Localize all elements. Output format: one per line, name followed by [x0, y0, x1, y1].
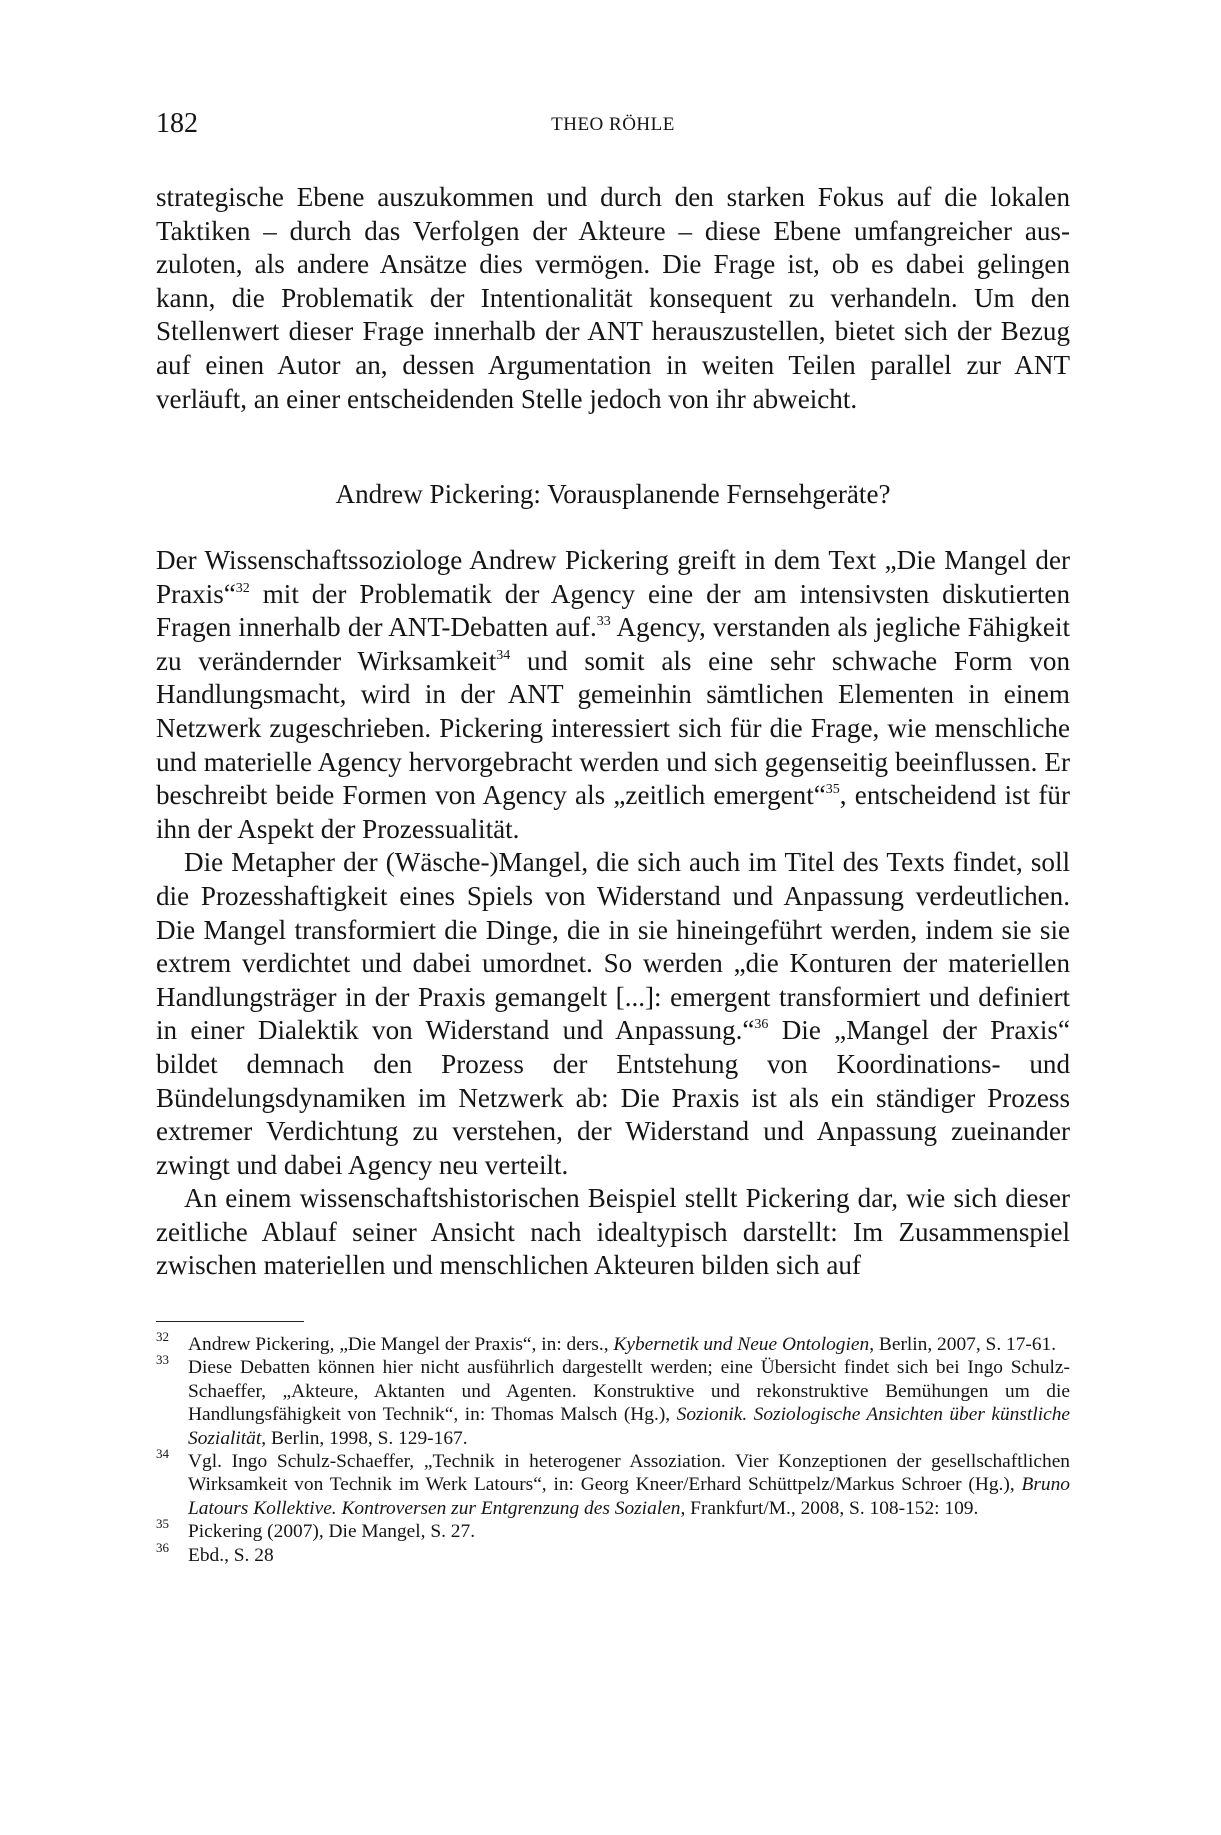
footnote-number: 32 [156, 1329, 169, 1344]
footnote-ref[interactable]: 33 [596, 614, 611, 630]
footnote-ref[interactable]: 32 [235, 580, 250, 596]
footnote-number: 34 [156, 1446, 169, 1462]
footnote-number: 33 [156, 1352, 169, 1368]
footnote: 33 Diese Debatten können hier nicht ausführlich dargestellt werden; eine Übersicht findet sich bei Ingo Schulz-Schaeffer, „Akteure, Aktanten und Agenten. Konstruktive und rekonstruktive Bemühungen um die Handlungsfähigkeit von Technik“, in: Thomas Malsch (Hg.), Sozionik. Soziologische Ansichten über künstliche Sozialität, Berlin, 1998, S. 129-167. [156, 1352, 1070, 1449]
running-head: THEO RÖHLE [551, 114, 675, 135]
footnote: 35 Pickering (2007), Die Mangel, S. 27. [156, 1516, 476, 1543]
footnote: 34 Vgl. Ingo Schulz-Schaeffer, „Technik in heterogener Assoziation. Vier Konzeptionen der gesellschaftlichen Wirksamkeit von Technik im Werk Latours“, in: Georg Kneer/Erhard Schüttpelz/Markus Schroer (Hg.), Bruno Latours Kollektive. Kontroversen zur Entgrenzung des Sozialen, Frankfurt/M., 2008, S. 108-152: 109. [156, 1446, 1070, 1519]
section-body [156, 544, 1070, 1283]
footnote-number: 35 [156, 1516, 169, 1532]
footnotes [156, 1329, 1070, 1567]
page-header [156, 106, 1070, 142]
footnote-number: 36 [156, 1539, 169, 1555]
footnote: 36 Ebd., S. 28 [156, 1539, 274, 1566]
section-heading: Andrew Pickering: Vorausplanende Fernsehgeräte? [335, 479, 891, 509]
paragraph: An einem wissenschaftshistorischen Beispiel stellt Pickering dar, wie sich dieser zeitliche Ablauf seiner Ansicht nach idealtypisch darstellt: Im Zusammenspiel zwischen materiellen und menschlichen Akteuren bilden sich auf [156, 1183, 1070, 1281]
footnote-divider [156, 1321, 304, 1322]
page-number: 182 [156, 108, 198, 139]
paragraph: Die Metapher der (Wäsche-)Mangel, die sich auch im Titel des Texts findet, soll die Prozesshaftigkeit eines Spiels von Widerstand und Anpassung verdeutlichen. Die Mangel transformiert die Dinge, die in sie hineingeführt werden, indem sie sie extrem verdichtet und dabei umordnet. So werden „die Konturen der materiellen Handlungsträger in der Praxis gemangelt [...]: emergent transformiert und definiert in einer Dialektik von Widerstand und Anpassung.“$^{36}$ Die „Mangel der Praxis“ bildet demnach den Prozess der Entstehung von Koordinations- und Bündelungsdynamiken im Netzwerk ab: Die Praxis ist als ein ständiger Prozess extremer Verdichtung zu verstehen, der Widerstand und Anpassung zueinander zwingt und dabei Agency neu verteilt. [156, 847, 1071, 1180]
paragraph: Der Wissenschaftssoziologe Andrew Pickering greift in dem Text „Die Mangel der Praxis“$^{32}$ mit der Problematik der Agency eine der am intensivsten diskutierten Fragen innerhalb der ANT-Debatten auf.$^{33}$ Agency, verstanden als jegliche Fähigkeit zu verändernder Wirksamkeit$^{34}$ und somit als eine sehr schwache Form von Handlungsmacht, wird in der ANT gemeinhin sämtlichen Elementen in einem Netzwerk zugeschrieben. Pickering interessiert sich für die Frage, wie menschliche und materielle Agency hervorgebracht werden und sich gegenseitig beeinflussen. Er beschreibt beide Formen von Agency als „zeitlich emergent“$^{35}$, entscheidend ist für ihn der Aspekt der Prozessualität. [156, 545, 1070, 844]
footnote-ref[interactable]: 34 [496, 647, 511, 663]
intro-paragraph-block [156, 181, 1070, 416]
paragraph: strategische Ebene auszukommen und durch den starken Fokus auf die lokalen Taktiken – durch das Verfolgen der Akteure – diese Ebene umfangreicher auszuloten, als andere Ansätze dies vermögen. Die Frage ist, ob es dabei gelingen kann, die Problematik der Intentionalität konsequent zu verhandeln. Um den Stellenwert dieser Frage innerhalb der ANT herauszustellen, bietet sich der Bezug auf einen Autor an, dessen Argumentation in weiten Teilen parallel zur ANT verläuft, an einer entscheidenden Stelle jedoch von ihr abweicht. [156, 182, 1070, 414]
footnote-ref[interactable]: 36 [754, 1017, 769, 1033]
footnote: 32 Andrew Pickering, „Die Mangel der Praxis“, in: ders., Kybernetik und Neue Ontologien, Berlin, 2007, S. 17-61. [156, 1329, 1057, 1355]
footnote-ref[interactable]: 35 [825, 782, 840, 798]
